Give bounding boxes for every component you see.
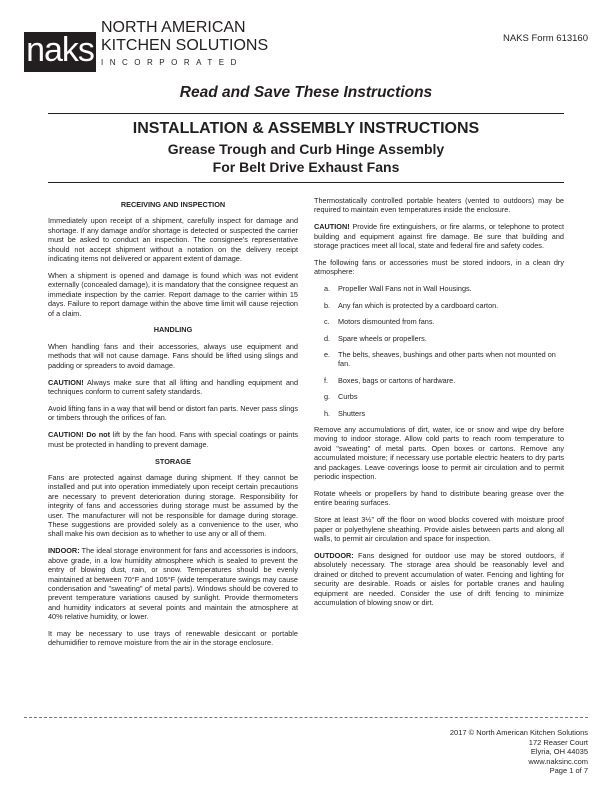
- indoor-label: INDOOR:: [48, 546, 80, 556]
- heaters-paragraph: Thermostatically controlled portable heaters (vented to outdoors) may be required to maintain even temperatures inside the enclosure.: [314, 196, 564, 215]
- handling-paragraph-2: Avoid lifting fans in a way that will bend or distort fan parts. Never pass slings or timbers through the orifices of fan.: [48, 403, 298, 423]
- document-subtitle-2: For Belt Drive Exhaust Fans: [212, 159, 400, 175]
- list-text: Shutters: [338, 408, 366, 418]
- caution-text: lift by the fan hood. Fans with special coatings or paints must be protected in handling to prevent damage.: [48, 430, 298, 449]
- footer-divider: [24, 717, 588, 718]
- logo-line-3: INCORPORATED: [101, 58, 243, 67]
- list-text: Spare wheels or propellers.: [338, 333, 427, 343]
- document-subtitle-1: Grease Trough and Curb Hinge Assembly: [167, 141, 445, 157]
- outdoor-text: Fans designed for outdoor use may be stored outdoors, if absolutely necessary. The storage area should be reasonably level and drained or ditched to prevent accumulation of water. Fencing and lighting for security are desirable. Roads or aisles for portable cranes and hauling equipment are needed. Consider the use of drift fencing to minimize accumulation of blowing snow or dirt.: [314, 550, 564, 607]
- list-item: [314, 376, 564, 385]
- list-text: Propeller Wall Fans not in Wall Housings.: [338, 284, 472, 294]
- handling-heading: HANDLING: [153, 325, 193, 335]
- storage-paragraph-3: It may be necessary to use trays of renewable desiccant or portable dehumidifier to remove moisture from the air in the storage enclosure.: [48, 629, 298, 648]
- handling-paragraph-1: When handling fans and their accessories, always use equipment and methods that will not cause damage. Fans should be lifted using slings and padding or spreaders to avoid damage.: [48, 341, 298, 370]
- list-letter: f.: [324, 375, 329, 385]
- list-item: [314, 350, 564, 369]
- outdoor-paragraph: [314, 551, 564, 607]
- list-letter: h.: [324, 408, 331, 418]
- receiving-paragraph-1: Immediately upon receipt of a shipment, carefully inspect for damage and shortage. If any damage and/or shortage is detected or suspected the carrier must be asked to conduct an inspection. The consignee's representative should not accept shipment without a notation on the delivery receipt indicating items not delivered or apparent extent of damage.: [48, 216, 298, 264]
- copyright: 2017 © North American Kitchen Solutions: [449, 728, 588, 737]
- caution-text: Always make sure that all lifting and handling equipment and techniques conform to current safety standards.: [48, 377, 298, 396]
- website: www.naksinc.com: [528, 756, 588, 766]
- caution-label: CAUTION! Do not: [48, 430, 111, 440]
- list-text: Curbs: [338, 392, 358, 402]
- caution-label: CAUTION!: [48, 377, 84, 387]
- list-letter: g.: [324, 392, 331, 402]
- indoor-items-intro: The following fans or accessories must be stored indoors, in a clean dry atmosphere:: [314, 258, 564, 277]
- caution-lifting: [48, 378, 298, 397]
- list-text: Any fan which is protected by a cardboard carton.: [338, 300, 499, 310]
- logo-line-1: NORTH AMERICAN: [101, 19, 246, 36]
- list-letter: a.: [324, 284, 331, 294]
- divider-top: [48, 113, 564, 114]
- list-letter: b.: [324, 300, 331, 310]
- indoor-items-list: [314, 284, 564, 418]
- caution-fire: [314, 222, 564, 250]
- left-column: [48, 200, 298, 655]
- page-number: Page 1 of 7: [549, 766, 588, 776]
- rotate-paragraph: Rotate wheels or propellers by hand to distribute bearing grease over the entire bearing surfaces.: [314, 488, 564, 508]
- store-floor-paragraph: Store at least 3½" off the floor on wood blocks covered with moisture proof paper or polyethylene sheathing. Provide aisles between parts and along all walls, to permit air circulation and space for inspection.: [314, 515, 564, 544]
- list-item: [314, 409, 564, 418]
- list-item: [314, 284, 564, 293]
- storage-heading: STORAGE: [155, 456, 191, 466]
- document-title: INSTALLATION & ASSEMBLY INSTRUCTIONS: [132, 120, 480, 137]
- outdoor-label: OUTDOOR:: [314, 550, 354, 560]
- list-item: [314, 317, 564, 326]
- address-street: 172 Reaser Court: [528, 737, 588, 747]
- storage-paragraph-1: Fans are protected against damage during shipment. If they cannot be installed and put into operation immediately upon receipt certain precautions are necessary to prevent deterioration during storage. Responsibility for integrity of fans and accessories during storage must be assumed by the user. The manufacturer will not be responsible for damage during storage. These suggestions are provided solely as a convenience to the user, who shall make his own decision as to whether to use any or all of them.: [48, 472, 298, 539]
- right-column: [314, 196, 564, 615]
- divider-bottom: [48, 182, 564, 183]
- read-save-banner: Read and Save These Instructions: [179, 84, 433, 101]
- company-logo-mark: naks: [24, 32, 96, 72]
- address-city: Elyria, OH 44035: [530, 747, 588, 757]
- list-text: The belts, sheaves, bushings and other parts when not mounted on fan.: [338, 349, 556, 369]
- list-item: [314, 301, 564, 310]
- caution-fan-hood: [48, 430, 298, 449]
- logo-line-2: KITCHEN SOLUTIONS: [101, 37, 269, 54]
- indoor-paragraph: [48, 546, 298, 621]
- list-letter: c.: [324, 317, 330, 327]
- list-text: Boxes, bags or cartons of hardware.: [338, 375, 456, 385]
- caution-label: CAUTION!: [314, 222, 350, 232]
- form-number: NAKS Form 613160: [502, 33, 588, 44]
- moisture-paragraph: Remove any accumulations of dirt, water, ice or snow and wipe dry before moving to indoor storage. Allow cold parts to reach room temperature to avoid "sweating" of metal parts. Open boxes or cartons. Remove any accumulated moisture; if necessary use portable electric heaters to dry parts and packages. Leave coverings loose to permit air circulation and to permit periodic inspection.: [314, 425, 564, 482]
- list-text: Motors dismounted from fans.: [338, 317, 435, 327]
- footer: [450, 728, 588, 776]
- list-letter: d.: [324, 333, 331, 343]
- indoor-text: The ideal storage environment for fans and accessories is indoors, above grade, in a low humidity atmosphere which is sealed to prevent the entry of blowing dust, rain, or snow. Temperatures should be evenly maintained at between 70°F and 105°F (wide temperature swings may cause condensation and "sweating" of metal parts). Windows should be covered to prevent temperature variations caused by sunlight. Provide thermometers and humidity indicators at several points and maintain the atmosphere at 40% relative humidity, or lower.: [48, 546, 298, 622]
- caution-text: Provide fire extinguishers, or fire alarms, or telephone to protect building and equipment against fire damage. Be sure that building and storage practices meet all local, state and federal fire and safety codes.: [314, 222, 564, 251]
- list-item: [314, 392, 564, 401]
- receiving-heading: RECEIVING AND INSPECTION: [120, 200, 226, 209]
- list-item: [314, 334, 564, 343]
- list-letter: e.: [324, 349, 331, 359]
- company-logo-text: [101, 19, 291, 69]
- receiving-paragraph-2: When a shipment is opened and damage is found which was not evident externally (concealed damage), it is mandatory that the consignee request an immediate inspection by the carrier. Report damage to the carrier within 15 days. Failure to report damage within the above time limit will cause rejection of a claim.: [48, 270, 298, 318]
